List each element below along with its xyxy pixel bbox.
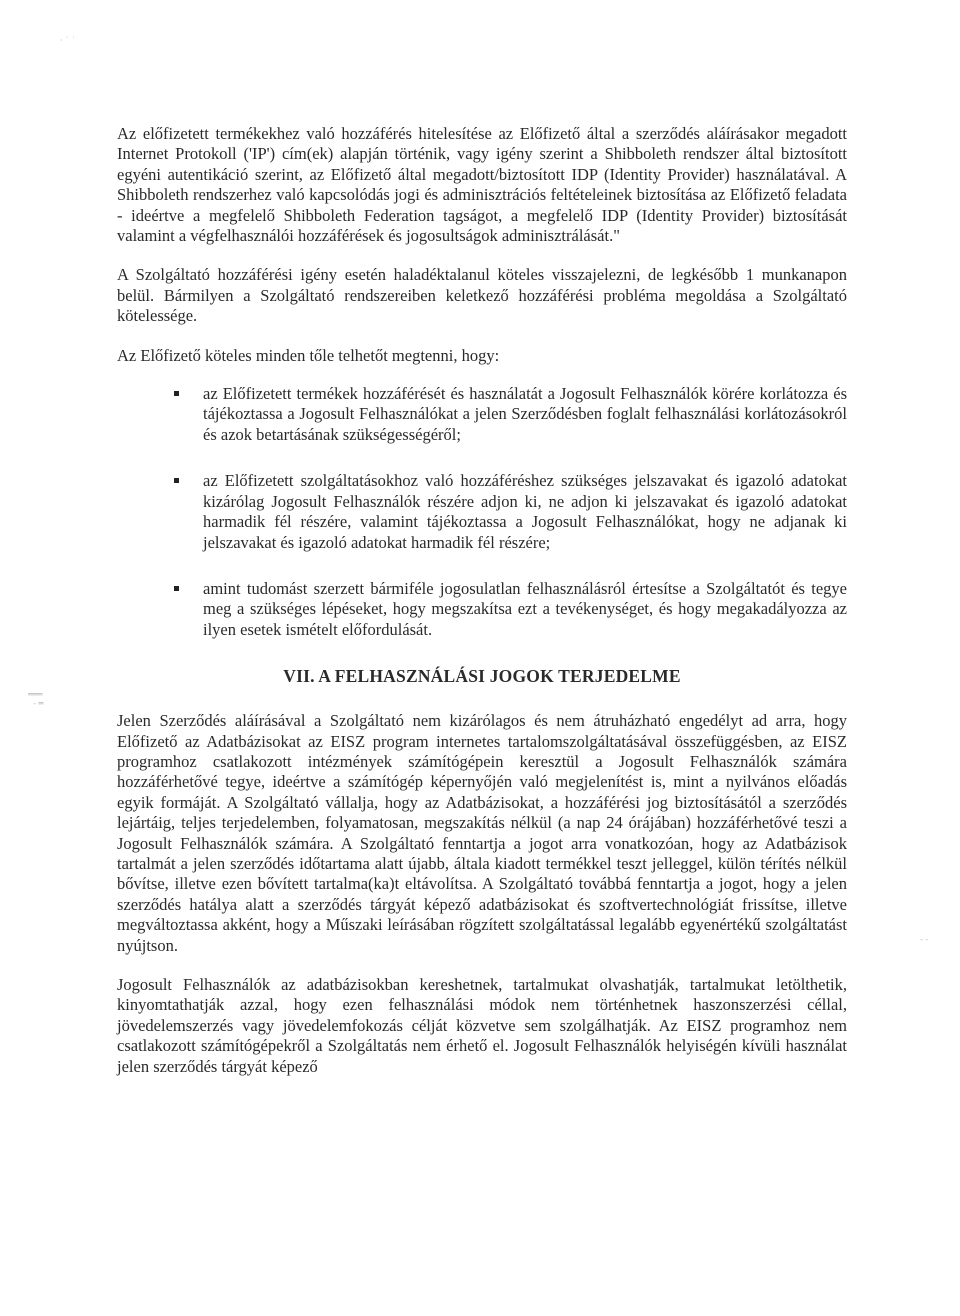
document-page xyxy=(117,124,847,1077)
obligations-list xyxy=(117,384,847,640)
paragraph-authentication: Az előfizetett termékekhez való hozzáférés hitelesítése az Előfizető által a szerződés aláírásakor megadott Internet Protokoll ('IP') cím(ek) alapján történik, vagy igény szerint a Shibboleth rendszer által biztosított egyéni autentikáció szerint, az Előfizető által megadott/biztosított IDP (Identity Provider) használatával. A Shibboleth rendszerhez való kapcsolódás jogi és adminisztrációs feltételeinek biztosítása az Előfizető feladata - ideértve a megfelelő Shibboleth Federation tagságot, a megfelelő IDP (Identity Provider) biztosítását valamint a végfelhasználói hozzáférések és jogosultságok adminisztrálását." xyxy=(117,124,847,246)
margin-mark-left: ═══ ‐ ═ xyxy=(28,690,44,708)
list-item xyxy=(117,471,847,553)
paragraph-license-scope: Jelen Szerződés aláírásával a Szolgáltató nem kizárólagos és nem átruházható engedélyt ad arra, hogy Előfizető az Adatbázisokat az EISZ program internetes tartalomszolgáltatásával összefüggésben, az EISZ programhoz csatlakozott intézmények számítógépein keresztül a Jogosult Felhasználók számára hozzáférhetővé tegye, ideértve a számítógép képernyőjén való megjelenítést is, mint a nyilvános előadás egyik formáját. A Szolgáltató vállalja, hogy az Adatbázisokat, a hozzáférési jog biztosításától a szerződés lejártáig, teljes terjedelemben, folyamatosan, megszakítás nélkül (a nap 24 órájában) hozzáférhetővé teszi a Jogosult Felhasználók számára. A Szolgáltató fenntartja a jogot arra vonatkozóan, hogy az Adatbázisok tartalmát a jelen szerződés időtartama alatt újabb, általa kiadott termékkel teszt jelleggel, külön térítés nélkül bővítse, illetve ezen bővített tartalma(ka)t eltávolítsa. A Szolgáltató továbbá fenntartja a jogot, hogy a jelen szerződés hatálya alatt a szerződés tárgyát képező adatbázisokat és szoftvertechnológiát frissítse, illetve megváltoztassa akként, hogy a Műszaki leírásában rögzített szolgáltatással legalább egyenértékű szolgáltatást nyújtson. xyxy=(117,711,847,955)
section-heading: VII. A FELHASZNÁLÁSI JOGOK TERJEDELME xyxy=(283,666,681,687)
list-item xyxy=(117,579,847,640)
square-bullet-icon xyxy=(174,586,179,591)
margin-mark-top: · ˙ ˙ xyxy=(60,36,76,45)
list-item-text: az Előfizetett termékek hozzáférését és használatát a Jogosult Felhasználók körére korlátozza és tájékoztassa a Jogosult Felhasználókat a jelen Szerződésben foglalt felhasználási korlátozásokról és azok betartásának szükségességéről; xyxy=(203,384,847,444)
paragraph-subscriber-obligations: Az Előfizető köteles minden tőle telhetőt megtenni, hogy: xyxy=(117,345,500,365)
paragraph-access-response: A Szolgáltató hozzáférési igény esetén haladéktalanul köteles visszajelezni, de legkésőbb 1 munkanapon belül. Bármilyen a Szolgáltató rendszereiben keletkező hozzáférési probléma megoldása a Szolgáltató kötelessége. xyxy=(117,265,847,326)
list-item xyxy=(117,384,847,445)
list-item-text: amint tudomást szerzett bármiféle jogosulatlan felhasználásról értesítse a Szolgáltatót és tegye meg a szükséges lépéseket, hogy megszakítsa ezt a tevékenységet, és hogy megakadályozza az ilyen esetek ismételt előfordulását. xyxy=(203,578,847,639)
list-item-text: az Előfizetett szolgáltatásokhoz való hozzáféréshez szükséges jelszavakat és igazoló adatokat kizárólag Jogosult Felhasználók részére adjon ki, ne adjon ki jelszavakat és igazoló adatokat harmadik fél részére, valamint tájékoztassa a Jogosult Felhasználókat, hogy ne adjanak ki jelszavakat és igazoló adatokat harmadik fél részére; xyxy=(203,471,847,552)
margin-mark-right: ‐ ‐ xyxy=(920,935,929,944)
paragraph-usage-rights: Jogosult Felhasználók az adatbázisokban kereshetnek, tartalmukat olvashatják, tartalmukat letölthetik, kinyomtathatják azzal, hogy ezen felhasználási módok nem történhetnek haszonszerzési céllal, jövedelemszerzés vagy jövedelemfokozás célját közvetve sem szolgálhatják. Az EISZ programhoz nem csatlakozott számítógépekről a Szolgáltatás nem érhető el. Jogosult Felhasználók helyiségén kívüli használat jelen szerződés tárgyát képező xyxy=(117,975,847,1076)
square-bullet-icon xyxy=(174,391,179,396)
square-bullet-icon xyxy=(174,478,179,483)
